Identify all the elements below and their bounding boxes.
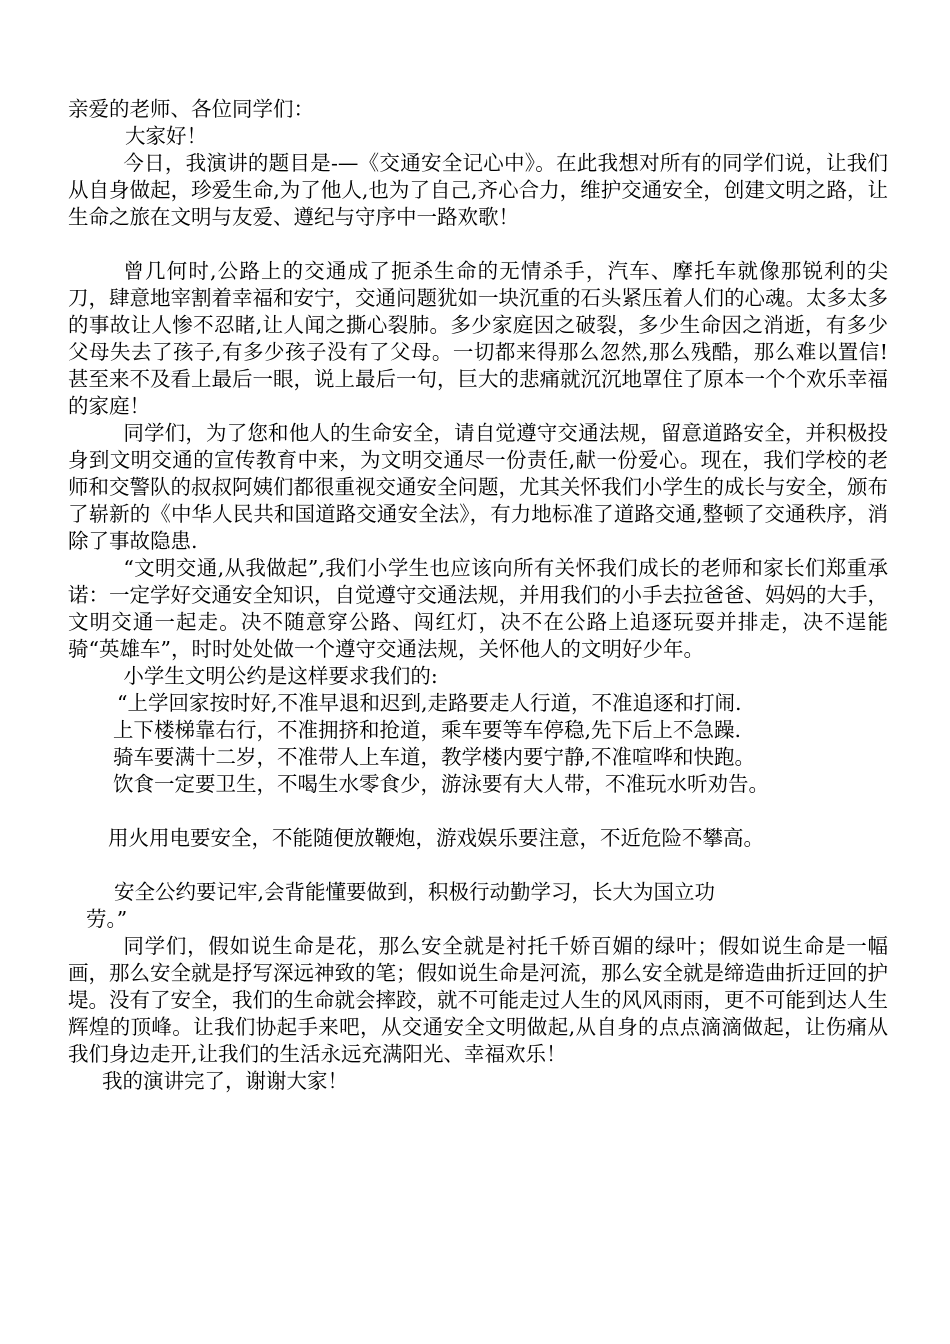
poem-line-last-end: 劳。” [86, 907, 128, 931]
poem-line: 上下楼梯靠右行，不准拥挤和抢道，乘车要等车停稳,先下后上不急躁. [113, 718, 742, 742]
convention-intro: 小学生文明公约是这样要求我们的: [123, 664, 438, 688]
blank-line [68, 798, 888, 825]
convention-poem [68, 690, 888, 933]
blank-line [68, 852, 888, 879]
greeting: 大家好！ [125, 124, 207, 148]
blank-line [68, 231, 888, 258]
intro-paragraph: 今日，我演讲的题目是-—《交通安全记心中》。在此我想对所有的同学们说，让我们从自身做起，珍爱生命,为了他人,也为了自己,齐心合力，维护交通安全，创建文明之路，让生命之旅在文明与友爱、遵纪与守序中一路欢歌！ [68, 151, 888, 229]
speech-body [68, 96, 888, 1095]
poem-line-fire: 用火用电要安全，不能随便放鞭炮，游戏娱乐要注意，不近危险不攀高。 [108, 826, 764, 850]
poem-line: 骑车要满十二岁，不准带人上车道，教学楼内要宁静,不准喧哗和快跑。 [113, 745, 756, 769]
paragraph-metaphor: 同学们，假如说生命是花，那么安全就是衬托千娇百媚的绿叶；假如说生命是一幅画，那么安全就是抒写深远神致的笔；假如说生命是河流，那么安全就是缔造曲折迂回的护堤。没有了安全，我们的生命就会摔跤，就不可能走过人生的风风雨雨，更不可能到达人生辉煌的顶峰。让我们协起手来吧，从交通安全文明做起,从自身的点点滴滴做起，让伤痛从我们身边走开,让我们的生活永远充满阳光、幸福欢乐！ [68, 934, 888, 1066]
paragraph-appeal: 同学们，为了您和他人的生命安全，请自觉遵守交通法规，留意道路安全，并积极投身到文明交通的宣传教育中来，为文明交通尽一份责任,献一份爱心。现在，我们学校的老师和交警队的叔叔阿姨们都很重视交通安全问题，尤其关怀我们小学生的成长与安全，颁布了崭新的《中华人民共和国道路交通安全法》，有力地标准了道路交通,整顿了交通秩序，消除了事故隐患. [68, 421, 888, 553]
paragraph-promise: “文明交通,从我做起”,我们小学生也应该向所有关怀我们成长的老师和家长们郑重承诺：一定学好交通安全知识，自觉遵守交通法规，并用我们的小手去拉爸爸、妈妈的大手，文明交通一起走。决不随意穿公路、闯红灯，决不在公路上追逐玩耍并排走，决不逞能骑“英雄车”，时时处处做一个遵守交通法规，关怀他人的文明好少年。 [68, 556, 888, 661]
closing-line: 我的演讲完了，谢谢大家！ [102, 1069, 348, 1093]
paragraph-tragedy: 曾几何时,公路上的交通成了扼杀生命的无情杀手，汽车、摩托车就像那锐利的尖刀，肆意地宰割着幸福和安宁，交通问题犹如一块沉重的石头紧压着人们的心魂。太多太多的事故让人惨不忍睹,让人闻之撕心裂肺。多少家庭因之破裂，多少生命因之消逝，有多少父母失去了孩子,有多少孩子没有了父母。一切都来得那么忽然,那么残酷，那么难以置信!甚至来不及看上最后一眼，说上最后一句，巨大的悲痛就沉沉地罩住了原本一个个欢乐幸福的家庭！ [68, 259, 888, 418]
poem-line-last: 安全公约要记牢,会背能懂要做到，积极行动勤学习，长大为国立功 [114, 880, 716, 904]
poem-line: 饮食一定要卫生，不喝生水零食少，游泳要有大人带，不准玩水听劝告。 [113, 772, 769, 796]
salutation: 亲爱的老师、各位同学们： [68, 97, 314, 121]
poem-line: “上学回家按时好,不准早退和迟到,走路要走人行道，不准追逐和打闹. [117, 691, 742, 715]
